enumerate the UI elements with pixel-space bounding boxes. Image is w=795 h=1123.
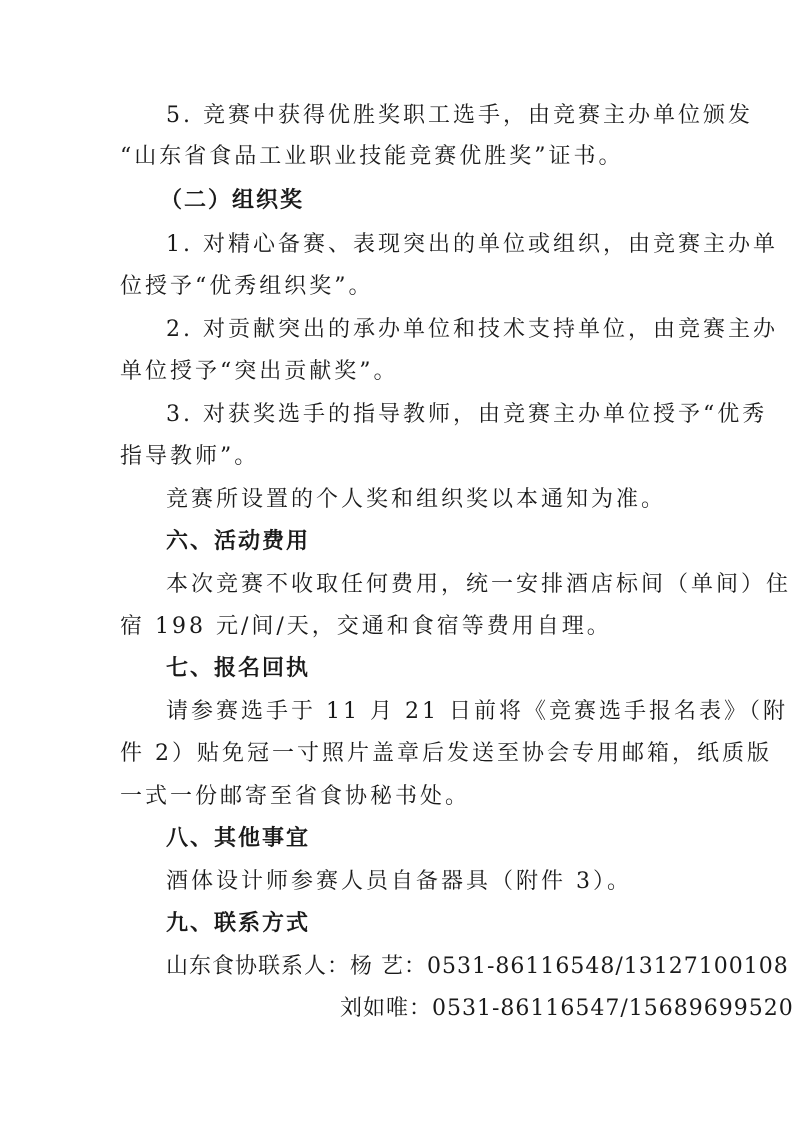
org-award-item-1-line-2: 位授予“优秀组织奖”。 — [120, 274, 374, 299]
registration-heading: 七、报名回执 — [166, 656, 311, 681]
other-matters-line-1: 酒体设计师参赛人员自备器具（附件 3）。 — [166, 869, 632, 894]
contact-heading: 九、联系方式 — [166, 911, 311, 936]
org-award-item-2-line-2: 单位授予“突出贡献奖”。 — [120, 359, 399, 384]
fees-line-2: 宿 198 元/间/天，交通和食宿等费用自理。 — [120, 614, 612, 639]
org-award-item-3-line-1: 3. 对获奖选手的指导教师，由竞赛主办单位授予“优秀 — [166, 402, 768, 427]
award-note: 竞赛所设置的个人奖和组织奖以本通知为准。 — [166, 487, 667, 512]
fees-heading: 六、活动费用 — [166, 529, 311, 554]
contact-line-1: 山东食协联系人：杨 艺：0531-86116548/13127100108 — [166, 954, 789, 979]
org-award-item-1-line-1: 1. 对精心备赛、表现突出的单位或组织，由竞赛主办单 — [166, 232, 778, 257]
registration-line-2: 件 2）贴免冠一寸照片盖章后发送至协会专用邮箱，纸质版 — [120, 741, 772, 766]
org-award-item-2-line-1: 2. 对贡献突出的承办单位和技术支持单位，由竞赛主办 — [166, 317, 778, 342]
award-item-5-line-2: “山东省食品工业职业技能竞赛优胜奖”证书。 — [120, 144, 624, 169]
contact-line-2: 刘如唯：0531-86116547/15689699520 — [340, 996, 794, 1021]
award-item-5-line-1: 5. 竞赛中获得优胜奖职工选手，由竞赛主办单位颁发 — [166, 103, 753, 128]
org-award-heading: （二）组织奖 — [160, 188, 305, 213]
fees-line-1: 本次竞赛不收取任何费用，统一安排酒店标间（单间）住 — [166, 572, 792, 597]
other-matters-heading: 八、其他事宜 — [166, 826, 311, 851]
registration-line-1: 请参赛选手于 11 月 21 日前将《竞赛选手报名表》（附 — [166, 699, 788, 724]
org-award-item-3-line-2: 指导教师”。 — [120, 444, 260, 469]
registration-line-3: 一式一份邮寄至省食协秘书处。 — [120, 784, 471, 809]
